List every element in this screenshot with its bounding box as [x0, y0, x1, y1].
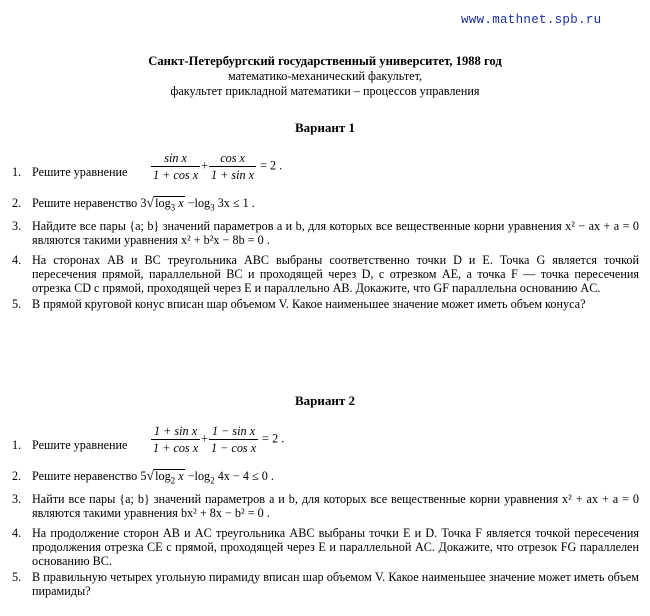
problem-number: 2.: [12, 469, 22, 483]
variant-1-problems: [12, 151, 639, 311]
problem-number: 1.: [12, 165, 22, 179]
problem-number: 2.: [12, 196, 22, 210]
fraction: $\frac{\text{1 + sin x}}{\text{1 + cos x}}$: [153, 424, 199, 455]
variant-2-title: Вариант 2: [294, 393, 356, 408]
problem-number: 3.: [12, 219, 22, 233]
university-title: Санкт-Петербургский государственный университет, 1988 год: [148, 54, 502, 68]
equation: $\frac{\text{1 + sin x}}{\text{1 + cos x}}$ + $\frac{\text{1 − sin x}}{\text{1 − cos x}}$ = 2 .: [153, 424, 285, 455]
problem-text: В правильную четырех угольную пирамиду вписан шар объемом V. Какое наименьшее значение может иметь объем пирамиды?: [32, 570, 639, 598]
problem-number: 5.: [12, 297, 22, 311]
problem: [12, 151, 639, 190]
faculty-line-2: факультет прикладной математики – процессов управления: [170, 84, 480, 98]
problem-text: В прямой круговой конус вписан шар объемом V. Какое наименьшее значение может иметь объем конуса?: [32, 297, 586, 311]
problem-number: 1.: [12, 438, 22, 452]
problem: [12, 570, 639, 598]
problem-text: Найдите все пары {a; b} значений параметров a и b, для которых все вещественные корни уравнения: [32, 219, 562, 233]
problem: [12, 196, 639, 215]
problem: [12, 253, 639, 295]
document-header: [0, 54, 650, 99]
problem-text: На продолжение сторон AB и AC треугольника ABC выбраны точки E и D. Точка F является точкой пересечения продолжения отрезка CE с прямой, проходящей через E и параллельной AC. Докажите, что отрезок FG параллелен основанию BC.: [32, 526, 639, 568]
variant-1-title: Вариант 1: [294, 120, 356, 135]
equation: $\frac{\text{sin x}}{\text{1 + cos x}}$ + $\frac{\text{cos x}}{\text{1 + sin x}}$ = 2 .: [153, 151, 283, 182]
problem-text: Найти все пары {a; b} значений параметров a и b, для которых все вещественные корни уравнения: [32, 492, 559, 506]
problem-text: Решите уравнение: [32, 165, 128, 179]
equation: x² + ax + a = 0: [562, 492, 640, 506]
inequality: $3√\log_3$ $x -\log_3$ 3x ≤ 1 .: [140, 196, 255, 213]
problem-text: На сторонах AB и BC треугольника ABC выбраны соответственно точки D и E. Точка G является точкой пересечения прямой, параллельной BC и проходящей через D, с отрезком AE, а точка F — точка пересечения отрезка CD с прямой, проходящей через E и параллельно AB. Докажите, что GF параллельна основанию AC.: [32, 253, 639, 295]
equation: x² + b²x − 8b = 0 .: [180, 233, 270, 247]
problem: 3. Найдите все пары {a; b} значений параметров a и b, для которых все вещественные корни уравнения x² − ax + a = 0 являются такими уравнения x² + b²x − 8b = 0 .: [12, 219, 640, 247]
fraction: $\frac{\text{sin x}}{\text{1 + cos x}}$: [153, 151, 199, 182]
equation: bx² + 8x − b² = 0 .: [180, 506, 270, 520]
variant-2-problems: [12, 424, 639, 598]
problem: [12, 297, 639, 311]
problem-number: 4.: [12, 526, 22, 540]
problem: [12, 526, 639, 568]
fraction: $\frac{\text{1 − sin x}}{\text{1 − cos x}}$: [211, 424, 257, 455]
problem: [12, 469, 639, 488]
problem-number: 5.: [12, 570, 22, 584]
problem: [12, 424, 639, 463]
problem-number: 3.: [12, 492, 22, 506]
problem-number: 4.: [12, 253, 22, 267]
problem: 3. Найти все пары {a; b} значений параметров a и b, для которых все вещественные корни уравнения x² + ax + a = 0 являются такими уравнения bx² + 8x − b² = 0 .: [12, 492, 640, 520]
fraction: $\frac{\text{cos x}}{\text{1 + sin x}}$: [211, 151, 255, 182]
problem-text: Решите уравнение: [32, 438, 128, 452]
equation: x² − ax + a = 0: [565, 219, 640, 233]
problem-text: Решите неравенство: [32, 469, 138, 483]
faculty-line-1: математико-механический факультет,: [227, 69, 423, 83]
problem-text: Решите неравенство: [32, 196, 138, 210]
inequality: $5√\log_2$ $x -\log_2$ 4x − 4 ≤ 0 .: [140, 469, 274, 486]
site-url[interactable]: www.mathnet.spb.ru: [461, 13, 602, 27]
